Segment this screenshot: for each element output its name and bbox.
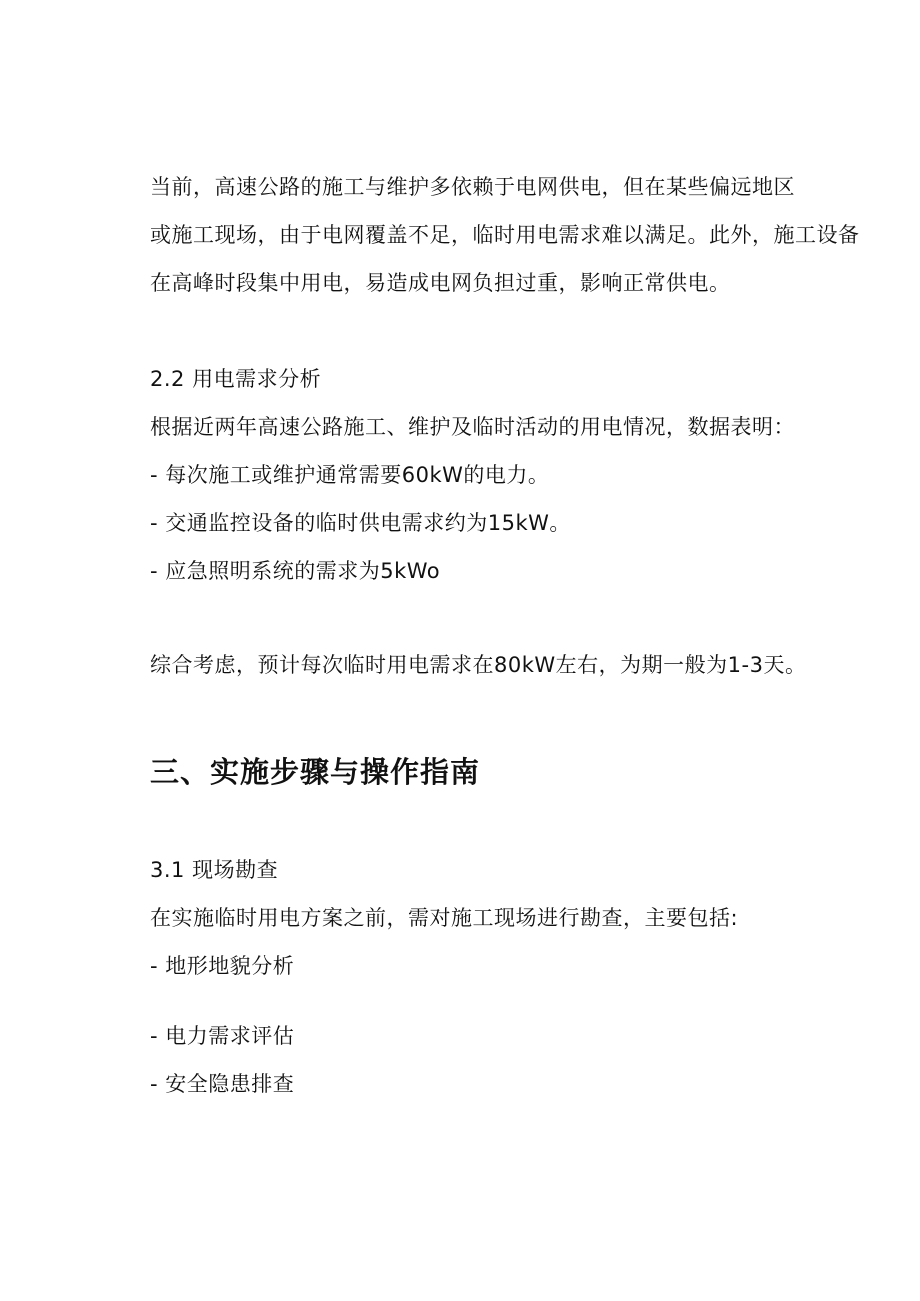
section-3-1-title: 3.1 现场勘查 — [150, 858, 279, 882]
section-2-2-list-item: - 每次施工或维护通常需要60kW的电力。 — [150, 463, 550, 487]
section-2-2-summary: 综合考虑，预计每次临时用电需求在80kW左右，为期一般为1-3天。 — [150, 653, 807, 677]
intro-paragraph-line-1: 当前，高速公路的施工与维护多依赖于电网供电，但在某些偏远地区 — [150, 175, 795, 199]
section-3-1-list-item: - 地形地貌分析 — [150, 954, 295, 978]
section-3-1-list-item: - 安全隐患排查 — [150, 1072, 295, 1096]
section-2-2-list-item: - 应急照明系统的需求为5kWo — [150, 559, 441, 583]
chapter-3-heading: 三、实施步骤与操作指南 — [150, 755, 481, 789]
section-2-2-lead: 根据近两年高速公路施工、维护及临时活动的用电情况，数据表明： — [150, 415, 795, 439]
section-3-1-lead: 在实施临时用电方案之前，需对施工现场进行勘查，主要包括: — [150, 906, 739, 930]
section-2-2-list-item: - 交通监控设备的临时供电需求约为15kW。 — [150, 511, 571, 535]
section-3-1-list-item: - 电力需求评估 — [150, 1024, 295, 1048]
intro-paragraph-line-2: 或施工现场，由于电网覆盖不足，临时用电需求难以满足。此外，施工设备 — [150, 223, 860, 247]
section-2-2-title: 2.2 用电需求分析 — [150, 367, 322, 391]
intro-paragraph-line-3: 在高峰时段集中用电，易造成电网负担过重，影响正常供电。 — [150, 271, 731, 295]
